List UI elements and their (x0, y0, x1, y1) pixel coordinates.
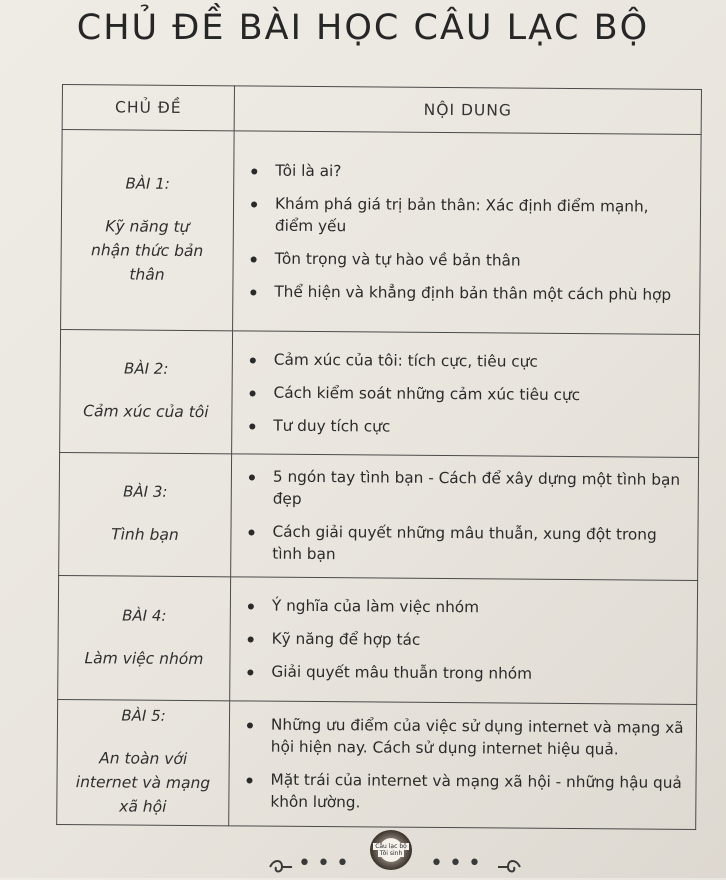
table-row (60, 329, 700, 457)
content-list (234, 159, 699, 306)
lesson-name: Tình bạn (111, 525, 179, 544)
lesson-cell (60, 329, 233, 453)
content-list (231, 594, 696, 686)
list-item: Cách giải quyết những mâu thuẫn, xung đột trong tình bạn (272, 521, 688, 568)
table-row (57, 699, 697, 829)
lesson-number: BÀI 3: (123, 482, 168, 501)
page-title: CHỦ ĐỀ BÀI HỌC CÂU LẠC BỘ (76, 8, 650, 48)
left-flourish-icon (268, 856, 294, 880)
content-list (232, 465, 697, 568)
lesson-name: Kỹ năng tự nhận thức bản thân (91, 216, 204, 284)
list-item: Thể hiện và khẳng định bản thân một cách phù hợp (274, 280, 690, 305)
content-list (230, 713, 695, 816)
right-flourish-icon (496, 856, 522, 880)
list-item: Tư duy tích cực (273, 414, 689, 439)
table-row (61, 130, 702, 335)
lesson-name: An toàn với internet và mạng xã hội (75, 749, 211, 816)
lesson-name: Cảm xúc của tôi (83, 402, 209, 422)
lesson-number: BÀI 2: (124, 359, 169, 378)
logo-text-line2: Tôi sinh (379, 850, 403, 857)
page-footer (0, 826, 726, 876)
content-cell (232, 331, 700, 458)
lesson-table-container (56, 84, 702, 826)
list-item: Tôi là ai? (275, 159, 691, 184)
list-item: Ý nghĩa của làm việc nhóm (272, 595, 688, 620)
list-item: Tôn trọng và tự hào về bản thân (275, 247, 691, 272)
lesson-table (56, 84, 702, 830)
lesson-cell (61, 130, 235, 331)
lesson-number: BÀI 5: (121, 706, 166, 725)
content-cell (233, 131, 702, 335)
logo-text-line1: Câu lạc bộ (375, 843, 407, 850)
table-row (59, 452, 699, 580)
list-item: Cách kiểm soát những cảm xúc tiêu cực (273, 381, 689, 406)
list-item: Mặt trái của internet và mạng xã hội - những hậu quả khôn lường. (270, 769, 686, 816)
right-dots-icon: ••• (430, 851, 487, 876)
list-item: Khám phá giá trị bản thân: Xác định điểm mạnh, điểm yếu (275, 192, 691, 239)
lesson-cell (59, 452, 232, 576)
list-item: Những ưu điểm của việc sử dụng internet và mạng xã hội hiện nay. Cách sử dụng internet hiệu quả. (271, 714, 687, 761)
content-cell (230, 577, 698, 705)
list-item: Cảm xúc của tôi: tích cực, tiêu cực (274, 348, 690, 373)
lesson-name: Làm việc nhóm (84, 648, 204, 668)
lesson-number: BÀI 4: (122, 605, 167, 625)
list-item: 5 ngón tay tình bạn - Cách để xây dựng một tình bạn đẹp (273, 466, 689, 513)
header-content: NỘI DUNG (234, 86, 701, 135)
lesson-cell (57, 699, 230, 825)
list-item: Kỹ năng để hợp tác (272, 628, 688, 653)
content-cell (231, 454, 699, 581)
header-topic: CHỦ ĐỀ (62, 85, 234, 131)
left-dots-icon: ••• (298, 851, 355, 876)
lesson-cell (58, 575, 231, 700)
table-row (58, 575, 698, 704)
content-cell (229, 701, 697, 830)
lesson-number: BÀI 1: (125, 174, 170, 193)
content-list (233, 348, 698, 440)
table-header-row (62, 85, 701, 135)
club-logo (370, 830, 412, 870)
list-item: Giải quyết mâu thuẫn trong nhóm (271, 661, 687, 686)
